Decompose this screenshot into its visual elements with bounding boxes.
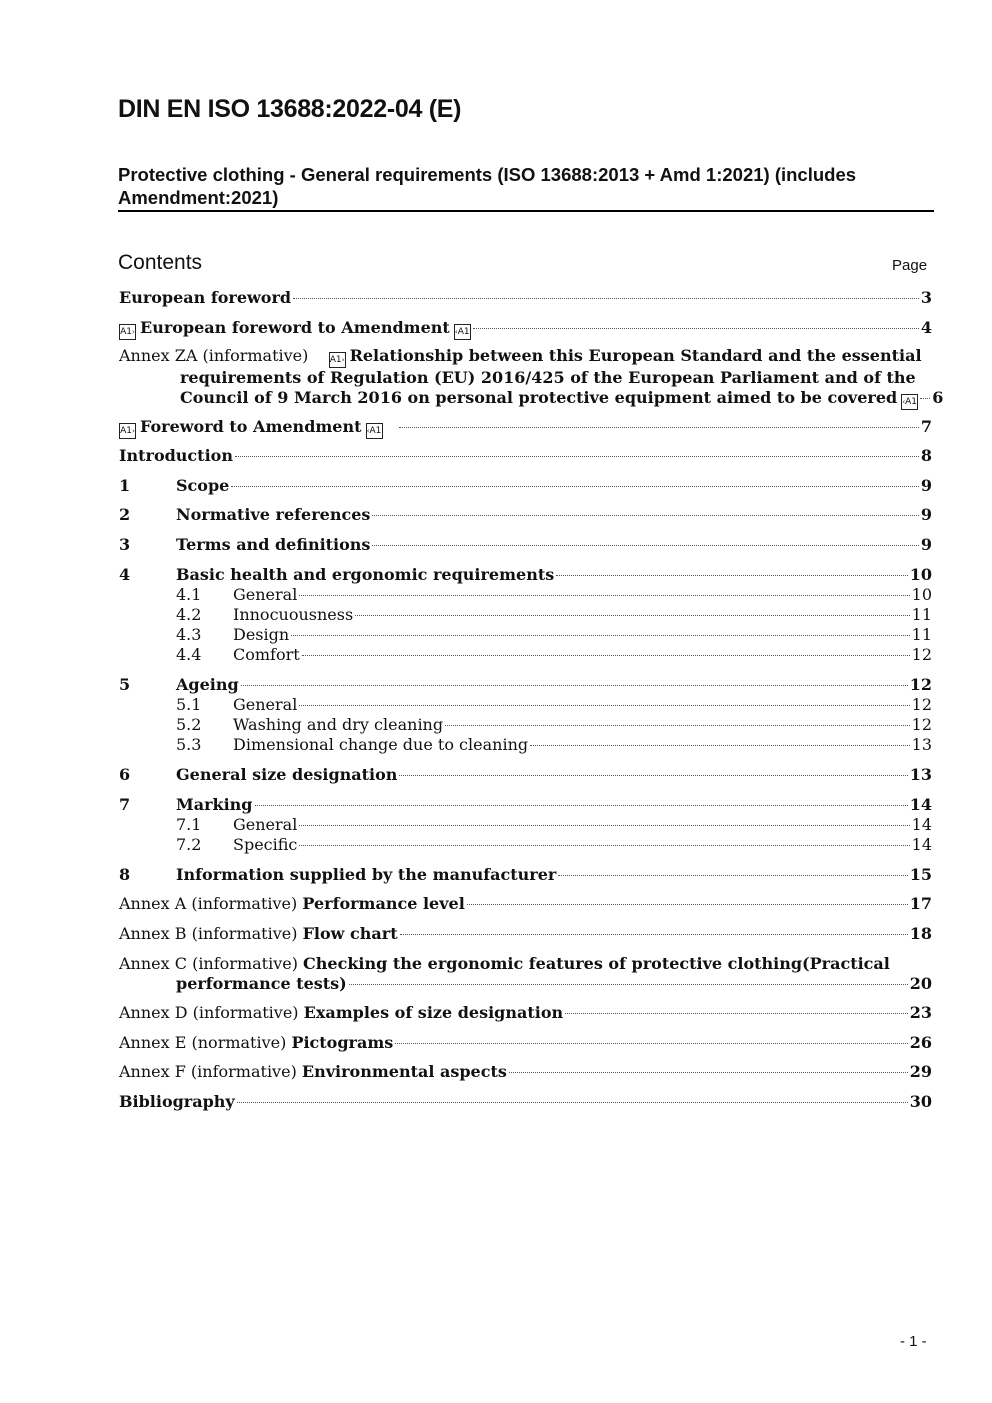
toc-entry-section-5[interactable] xyxy=(119,675,932,695)
toc-label-line: performance tests) xyxy=(176,974,347,993)
toc-entry-section-4-2[interactable] xyxy=(119,605,932,625)
dot-leader xyxy=(509,1072,908,1073)
toc-entry-european-foreword-amendment[interactable] xyxy=(119,318,932,339)
toc-page: 9 xyxy=(920,535,932,554)
toc-number: 7.2 xyxy=(176,835,202,854)
toc-page: 11 xyxy=(911,625,932,644)
toc-label: Washing and dry cleaning xyxy=(233,715,444,734)
dot-leader xyxy=(349,984,908,985)
toc-entry-section-6[interactable] xyxy=(119,765,932,785)
dot-leader xyxy=(445,725,910,726)
page-number: - 1 - xyxy=(900,1333,927,1350)
toc-entry-european-foreword[interactable] xyxy=(119,288,932,308)
toc-page: 26 xyxy=(909,1033,932,1052)
dot-leader xyxy=(920,398,930,399)
toc-page: 14 xyxy=(911,815,932,834)
toc-label: General size designation xyxy=(176,765,398,784)
toc-entry-section-4-4[interactable] xyxy=(119,645,932,665)
toc-entry-annex-b[interactable] xyxy=(119,924,932,944)
toc-label: Performance level xyxy=(302,894,465,913)
dot-leader xyxy=(237,1102,908,1103)
toc-label: General xyxy=(233,815,298,834)
annex-prefix: Annex D (informative) xyxy=(119,1003,299,1022)
toc-label-line: requirements of Regulation (EU) 2016/425 of the European Parliament and of the xyxy=(180,368,916,387)
toc-label: Introduction xyxy=(119,446,233,465)
dot-leader xyxy=(291,635,909,636)
dot-leader xyxy=(565,1013,908,1014)
toc-page: 13 xyxy=(909,765,932,784)
toc-number: 4.1 xyxy=(176,585,202,604)
amendment-start-marker-icon: A1 › xyxy=(119,423,136,439)
toc-number: 7.1 xyxy=(176,815,202,834)
toc-page: 13 xyxy=(911,735,932,754)
toc-label: European foreword xyxy=(119,288,292,307)
toc-entry-section-7-2[interactable] xyxy=(119,835,932,855)
toc-number: 7 xyxy=(119,795,131,814)
toc-page: 6 xyxy=(932,388,944,407)
amendment-end-marker-icon: ‹ A1 xyxy=(366,423,383,439)
toc-entry-section-4-3[interactable] xyxy=(119,625,932,645)
toc-page: 8 xyxy=(920,446,932,465)
toc-label: Specific xyxy=(233,835,298,854)
toc-label: Dimensional change due to cleaning xyxy=(233,735,529,754)
toc-entry-section-1[interactable] xyxy=(119,476,932,496)
toc-label: Flow chart xyxy=(302,924,398,943)
toc-label: Scope xyxy=(176,476,230,495)
annex-prefix: Annex ZA (informative) xyxy=(119,346,309,365)
toc-number: 2 xyxy=(119,505,131,524)
toc-label: Environmental aspects xyxy=(301,1062,507,1081)
toc-label: Foreword to Amendment xyxy=(140,417,362,436)
dot-leader xyxy=(558,875,907,876)
toc-entry-section-5-1[interactable] xyxy=(119,695,932,715)
toc-entry-section-3[interactable] xyxy=(119,535,932,555)
dot-leader xyxy=(372,515,918,516)
amendment-end-marker-icon: ‹ A1 xyxy=(901,394,918,410)
toc-entry-section-2[interactable] xyxy=(119,505,932,525)
toc-number: 4 xyxy=(119,565,131,584)
toc-page: 7 xyxy=(920,417,932,436)
toc-entry-annex-c[interactable] xyxy=(119,953,932,994)
toc-entry-annex-d[interactable] xyxy=(119,1003,932,1023)
toc-page: 9 xyxy=(920,476,932,495)
annex-prefix: Annex E (normative) xyxy=(119,1033,287,1052)
dot-leader xyxy=(473,328,919,329)
toc-page: 15 xyxy=(909,865,932,884)
toc-page: 30 xyxy=(909,1092,932,1111)
toc-label: Innocuousness xyxy=(233,605,354,624)
toc-label: General xyxy=(233,695,298,714)
toc-label: Marking xyxy=(176,795,253,814)
toc-page: 3 xyxy=(920,288,932,307)
toc-label: Ageing xyxy=(176,675,239,694)
toc-page: 18 xyxy=(909,924,932,943)
toc-label-line: Checking the ergonomic features of protective clothing(Practical xyxy=(303,954,890,973)
document-title: DIN EN ISO 13688:2022-04 (E) xyxy=(118,95,462,123)
toc-entry-section-4-1[interactable] xyxy=(119,585,932,605)
toc-label-line: Relationship between this European Standard and the essential xyxy=(349,346,922,365)
toc-entry-introduction[interactable] xyxy=(119,446,932,466)
dot-leader xyxy=(399,427,919,428)
toc-label: Basic health and ergonomic requirements xyxy=(176,565,555,584)
annex-prefix: Annex C (informative) xyxy=(119,954,298,973)
toc-entry-annex-e[interactable] xyxy=(119,1033,932,1053)
dot-leader xyxy=(467,904,908,905)
toc-number: 5.3 xyxy=(176,735,202,754)
toc-number: 8 xyxy=(119,865,131,884)
toc-page: 14 xyxy=(911,835,932,854)
toc-entry-section-5-3[interactable] xyxy=(119,735,932,755)
dot-leader xyxy=(231,486,919,487)
dot-leader xyxy=(399,775,907,776)
toc-page: 12 xyxy=(911,645,932,664)
toc-number: 5.1 xyxy=(176,695,202,714)
toc-page: 17 xyxy=(909,894,932,913)
toc-page: 11 xyxy=(911,605,932,624)
annex-prefix: Annex B (informative) xyxy=(119,924,298,943)
table-of-contents xyxy=(119,288,944,1112)
toc-label: Examples of size designation xyxy=(303,1003,564,1022)
toc-entry-bibliography[interactable] xyxy=(119,1092,932,1112)
page-column-label: Page xyxy=(892,257,928,274)
toc-label-line: Council of 9 March 2016 on personal protective equipment aimed to be covered xyxy=(180,388,898,407)
toc-label: Terms and definitions xyxy=(176,535,371,554)
toc-label: Normative references xyxy=(176,505,371,524)
toc-entry-annex-za[interactable] xyxy=(119,345,944,409)
toc-entry-foreword-amendment[interactable] xyxy=(119,417,932,438)
dot-leader xyxy=(556,575,907,576)
toc-entry-section-5-2[interactable] xyxy=(119,715,932,735)
dot-leader xyxy=(530,745,910,746)
amendment-end-marker-icon: ‹ A1 xyxy=(454,324,471,340)
toc-label: General xyxy=(233,585,298,604)
toc-entry-section-8[interactable] xyxy=(119,865,932,885)
title-rule xyxy=(118,210,934,212)
dot-leader xyxy=(395,1043,907,1044)
toc-number: 4.4 xyxy=(176,645,202,664)
contents-heading: Contents xyxy=(118,251,203,274)
toc-page: 20 xyxy=(909,974,932,993)
toc-label: Comfort xyxy=(233,645,300,664)
toc-label: European foreword to Amendment xyxy=(140,318,450,337)
toc-page: 29 xyxy=(909,1062,932,1081)
dot-leader xyxy=(299,825,909,826)
toc-label: Pictograms xyxy=(291,1033,394,1052)
dot-leader xyxy=(372,545,918,546)
dot-leader xyxy=(235,456,919,457)
dot-leader xyxy=(299,845,909,846)
document-subtitle: Protective clothing - General requirements (ISO 13688:2013 + Amd 1:2021) (includes Amendment:2021) xyxy=(118,164,857,208)
toc-entry-annex-f[interactable] xyxy=(119,1062,932,1082)
annex-prefix: Annex F (informative) xyxy=(119,1062,297,1081)
toc-number: 1 xyxy=(119,476,131,495)
toc-page: 14 xyxy=(909,795,932,814)
toc-page: 9 xyxy=(920,505,932,524)
toc-entry-annex-a[interactable] xyxy=(119,894,932,914)
toc-entry-section-4[interactable] xyxy=(119,565,932,585)
toc-page: 12 xyxy=(911,695,932,714)
dot-leader xyxy=(299,705,909,706)
dot-leader xyxy=(255,805,908,806)
toc-number: 3 xyxy=(119,535,131,554)
dot-leader xyxy=(302,655,910,656)
toc-label: Design xyxy=(233,625,290,644)
toc-number: 5.2 xyxy=(176,715,202,734)
toc-page: 12 xyxy=(911,715,932,734)
toc-page: 23 xyxy=(909,1003,932,1022)
toc-number: 4.3 xyxy=(176,625,202,644)
toc-number: 4.2 xyxy=(176,605,202,624)
dot-leader xyxy=(355,615,909,616)
toc-page: 10 xyxy=(911,585,932,604)
toc-entry-section-7-1[interactable] xyxy=(119,815,932,835)
toc-number: 6 xyxy=(119,765,131,784)
amendment-start-marker-icon: A1 › xyxy=(329,352,346,368)
toc-label: Bibliography xyxy=(119,1092,235,1111)
toc-page: 4 xyxy=(920,318,932,337)
dot-leader xyxy=(400,934,908,935)
dot-leader xyxy=(293,298,919,299)
toc-page: 12 xyxy=(909,675,932,694)
toc-label: Information supplied by the manufacturer xyxy=(176,865,557,884)
annex-prefix: Annex A (informative) xyxy=(119,894,298,913)
toc-entry-section-7[interactable] xyxy=(119,795,932,815)
dot-leader xyxy=(299,595,909,596)
toc-number: 5 xyxy=(119,675,131,694)
amendment-start-marker-icon: A1 › xyxy=(119,324,136,340)
dot-leader xyxy=(241,685,908,686)
toc-page: 10 xyxy=(909,565,932,584)
